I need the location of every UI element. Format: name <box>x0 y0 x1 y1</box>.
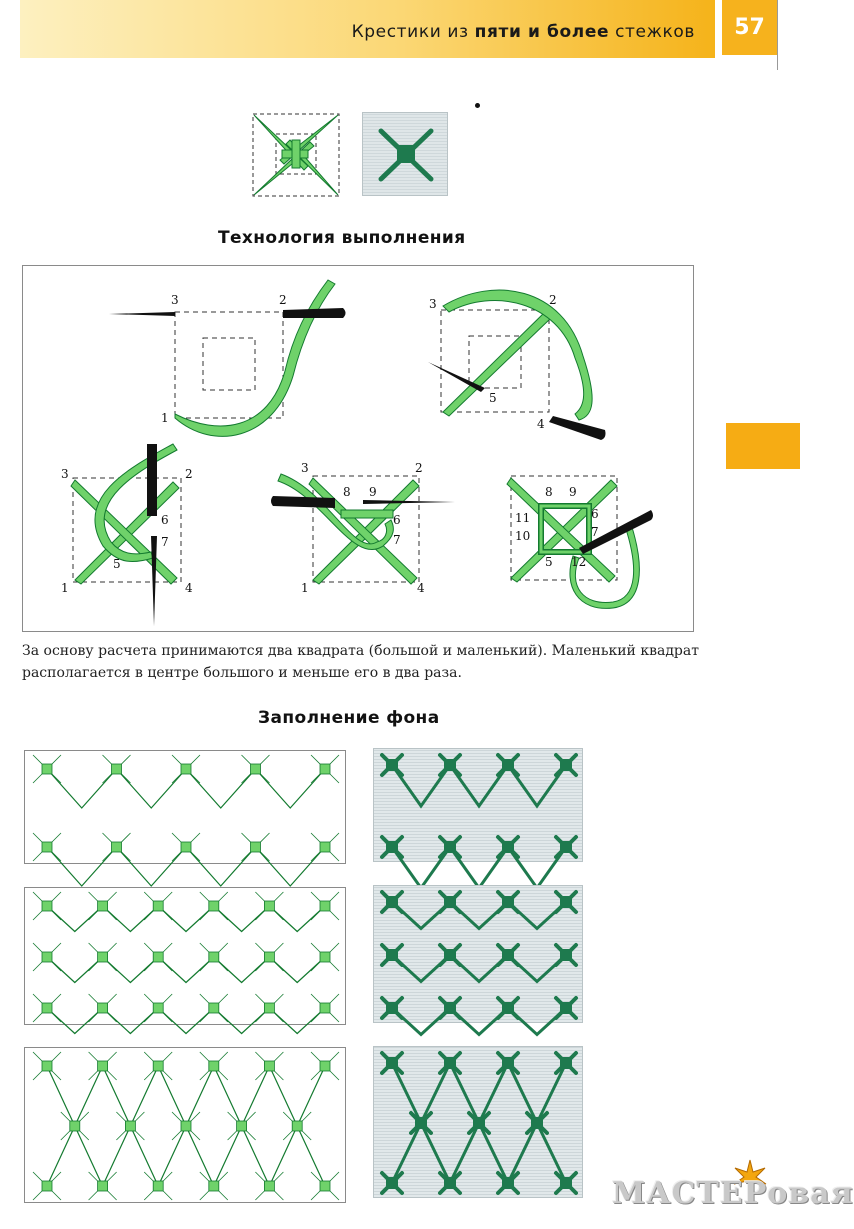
lattice-thread <box>117 769 187 808</box>
stitch-cross-icon <box>411 1113 431 1133</box>
step-2 <box>428 290 606 440</box>
lattice-thread <box>297 1066 325 1126</box>
lattice-thread <box>214 1066 242 1126</box>
fill-pattern-diagram-2 <box>24 887 346 1025</box>
stitch-cross-icon <box>61 1112 89 1140</box>
lattice-thread <box>158 1008 214 1034</box>
lattice-thread <box>47 1008 103 1034</box>
lattice-thread <box>158 906 214 932</box>
running-title <box>352 22 695 42</box>
lattice-thread <box>392 902 450 929</box>
pattern-diagram-1-svg <box>25 751 347 865</box>
label-4: 4 <box>185 581 193 595</box>
lattice-thread <box>392 1008 450 1035</box>
title-start: Крестики из <box>351 22 475 42</box>
label-6: 6 <box>393 513 401 527</box>
lattice-thread <box>242 1126 270 1186</box>
stitch-cross-icon <box>255 1052 283 1080</box>
stitch-cross-icon <box>255 994 283 1022</box>
lattice-thread <box>392 1063 421 1123</box>
stitch-cross-icon <box>311 1172 339 1200</box>
stitch-cross-icon <box>200 892 228 920</box>
pattern-photo-3-svg <box>374 1047 584 1199</box>
label-5: 5 <box>545 555 553 569</box>
stitch-cross-icon <box>469 1113 489 1133</box>
lattice-thread <box>269 1126 297 1186</box>
stitch-cross-icon <box>556 1053 576 1073</box>
stitch-cross-icon <box>103 833 131 861</box>
photo-cross-icon <box>363 113 449 197</box>
stitch-cross-icon <box>311 943 339 971</box>
fill-pattern-diagram-3 <box>24 1047 346 1203</box>
lattice-thread <box>508 1008 566 1035</box>
stitch-cross-icon <box>382 945 402 965</box>
stitch-cross-icon <box>144 1052 172 1080</box>
label-9: 9 <box>569 485 577 499</box>
lattice-thread <box>421 1063 450 1123</box>
lattice-thread <box>117 847 187 886</box>
lattice-thread <box>508 1123 537 1183</box>
stitch-cross-icon <box>200 1172 228 1200</box>
label-9: 9 <box>369 485 377 499</box>
stitch-cross-icon <box>33 1052 61 1080</box>
technique-caption: За основу расчета принимаются два квадрата (большой и маленький). Маленький квадрат располагается в центре большого и меньше его в два раза. <box>22 643 699 681</box>
lattice-thread <box>130 1066 158 1126</box>
fill-title: Заполнение фона <box>258 708 440 728</box>
stitch-cross-icon <box>116 1112 144 1140</box>
lattice-thread <box>186 1126 214 1186</box>
stitch-cross-icon <box>556 755 576 775</box>
stitch-cross-icon <box>440 1173 460 1193</box>
stitch-cross-icon <box>144 943 172 971</box>
lattice-thread <box>392 955 450 982</box>
label-2: 2 <box>185 467 193 481</box>
lattice-thread <box>214 906 270 932</box>
label-1: 1 <box>61 581 69 595</box>
lattice-thread <box>186 1066 214 1126</box>
lattice-thread <box>158 1126 186 1186</box>
lattice-thread <box>214 957 270 983</box>
stitch-cross-icon <box>33 833 61 861</box>
label-1: 1 <box>301 581 309 595</box>
label-5: 5 <box>113 557 121 571</box>
stitch-cross-icon <box>498 1173 518 1193</box>
lattice-thread <box>242 1066 270 1126</box>
title-end: стежков <box>609 22 695 42</box>
stitch-cross-icon <box>89 892 117 920</box>
stitch-cross-icon <box>382 998 402 1018</box>
stitch-cross-icon <box>283 1112 311 1140</box>
lattice-thread <box>75 1126 103 1186</box>
label-3: 3 <box>171 293 179 307</box>
stitch-cross-icon <box>89 994 117 1022</box>
lattice-thread <box>130 1126 158 1186</box>
stitch-cross-icon <box>382 755 402 775</box>
stitch-cross-icon <box>242 833 270 861</box>
lattice-thread <box>450 955 508 982</box>
lattice-thread <box>103 1066 131 1126</box>
stitch-cross-icon <box>498 837 518 857</box>
label-11: 11 <box>515 511 531 525</box>
lattice-thread <box>47 906 103 932</box>
stitch-cross-icon <box>556 837 576 857</box>
lattice-thread <box>450 1063 479 1123</box>
label-7: 7 <box>393 533 401 547</box>
lattice-thread <box>47 957 103 983</box>
label-4: 4 <box>417 581 425 595</box>
stitch-cross-icon <box>255 1172 283 1200</box>
fill-pattern-diagram-1 <box>24 750 346 864</box>
lattice-thread <box>421 1123 450 1183</box>
label-7: 7 <box>591 525 599 539</box>
stray-dot <box>475 103 480 108</box>
lattice-thread <box>186 847 256 886</box>
stitch-cross-icon <box>311 755 339 783</box>
stitch-cross-icon <box>382 837 402 857</box>
stitch-cross-icon <box>440 1053 460 1073</box>
technique-steps-diagram <box>23 266 695 633</box>
lattice-thread <box>269 957 325 983</box>
lattice-thread <box>103 1008 159 1034</box>
stitch-cross-icon <box>228 1112 256 1140</box>
technique-title: Технология выполнения <box>218 228 466 248</box>
stitch-cross-icon <box>200 1052 228 1080</box>
stitch-cross-icon <box>498 892 518 912</box>
pattern-photo-2-svg <box>374 886 584 1024</box>
watermark: МАСТЕРовая <box>612 1176 854 1211</box>
lattice-thread <box>256 847 326 886</box>
stitch-cross-icon <box>103 755 131 783</box>
stitch-cross-icon <box>556 998 576 1018</box>
pattern-diagram-3-svg <box>25 1048 347 1204</box>
lattice-thread <box>537 1123 566 1183</box>
fill-pattern-photo-1 <box>373 748 583 862</box>
lattice-thread <box>103 906 159 932</box>
stitch-cross-icon <box>242 755 270 783</box>
stitch-cross-icon <box>440 998 460 1018</box>
lattice-thread <box>158 1066 186 1126</box>
stitch-cross-icon <box>172 755 200 783</box>
lattice-thread <box>103 1126 131 1186</box>
lattice-thread <box>269 1066 297 1126</box>
stitch-cross-icon <box>382 892 402 912</box>
page-edge-line <box>777 0 778 70</box>
technique-panel <box>22 265 694 632</box>
label-1: 1 <box>161 411 169 425</box>
title-bold: пяти и более <box>474 22 610 42</box>
stitch-cross-icon <box>89 1172 117 1200</box>
stitch-photo-sample <box>362 112 448 196</box>
lattice-thread <box>269 1008 325 1034</box>
label-6: 6 <box>591 507 599 521</box>
lattice-thread <box>47 1066 75 1126</box>
lattice-thread <box>508 955 566 982</box>
stitch-cross-icon <box>200 994 228 1022</box>
header-band <box>20 0 715 58</box>
label-5: 5 <box>489 391 497 405</box>
stitch-cross-icon <box>498 998 518 1018</box>
label-2: 2 <box>549 293 557 307</box>
lattice-thread <box>508 1063 537 1123</box>
label-8: 8 <box>343 485 351 499</box>
step-1 <box>109 280 346 436</box>
stitch-cross-icon <box>33 892 61 920</box>
lattice-thread <box>508 902 566 929</box>
stitch-cross-icon <box>33 755 61 783</box>
lattice-thread <box>479 1123 508 1183</box>
lattice-thread <box>269 906 325 932</box>
label-10: 10 <box>515 529 531 543</box>
stitch-cross-icon <box>382 1053 402 1073</box>
stitch-cross-icon <box>311 892 339 920</box>
stitch-cross-icon <box>498 755 518 775</box>
page-number: 57 <box>722 0 777 55</box>
stitch-cross-icon <box>255 943 283 971</box>
lattice-thread <box>450 902 508 929</box>
label-12: 12 <box>571 555 587 569</box>
stitch-diagram-sample <box>250 112 342 198</box>
stitch-cross-icon <box>33 994 61 1022</box>
label-7: 7 <box>161 535 169 549</box>
step-4 <box>271 461 455 595</box>
side-tab-marker <box>726 423 800 469</box>
stitch-cross-icon <box>440 755 460 775</box>
lattice-thread <box>450 1008 508 1035</box>
lattice-thread <box>256 769 326 808</box>
stitch-cross-icon <box>172 833 200 861</box>
label-6: 6 <box>161 513 169 527</box>
stitch-cross-icon <box>172 1112 200 1140</box>
stitch-cross-icon <box>527 1113 547 1133</box>
label-3: 3 <box>429 297 437 311</box>
stitch-cross-icon <box>144 892 172 920</box>
stitch-cross-icon <box>33 943 61 971</box>
stitch-cross-icon <box>89 1052 117 1080</box>
lattice-thread <box>392 1123 421 1183</box>
step-5 <box>507 476 653 608</box>
pattern-diagram-2-svg <box>25 888 347 1026</box>
label-3: 3 <box>301 461 309 475</box>
lattice-thread <box>537 1063 566 1123</box>
stitch-cross-icon <box>498 945 518 965</box>
stitch-cross-icon <box>440 837 460 857</box>
lattice-thread <box>450 1123 479 1183</box>
lattice-thread <box>75 1066 103 1126</box>
lattice-thread <box>214 1126 242 1186</box>
label-3: 3 <box>61 467 69 481</box>
stitch-cross-icon <box>556 1173 576 1193</box>
stitch-cross-icon <box>89 943 117 971</box>
stitch-cross-icon <box>311 833 339 861</box>
fill-pattern-photo-3 <box>373 1046 583 1198</box>
stitch-cross-icon <box>144 1172 172 1200</box>
step-3 <box>61 444 193 626</box>
stitch-cross-icon <box>255 892 283 920</box>
stitch-cross-icon <box>440 945 460 965</box>
label-8: 8 <box>545 485 553 499</box>
stitch-cross-icon <box>556 945 576 965</box>
lattice-thread <box>103 957 159 983</box>
pattern-photo-1-svg <box>374 749 584 863</box>
stitch-cross-icon <box>311 994 339 1022</box>
stitch-cross-icon <box>440 892 460 912</box>
lattice-thread <box>297 1126 325 1186</box>
lattice-thread <box>479 1063 508 1123</box>
lattice-thread <box>214 1008 270 1034</box>
lattice-thread <box>158 957 214 983</box>
stitch-cross-icon <box>200 943 228 971</box>
lattice-thread <box>47 769 117 808</box>
stitch-cross-icon <box>382 1173 402 1193</box>
stitch-cross-icon <box>33 1172 61 1200</box>
lattice-thread <box>186 769 256 808</box>
lattice-thread <box>47 1126 75 1186</box>
fill-pattern-photo-2 <box>373 885 583 1023</box>
label-4: 4 <box>537 417 545 431</box>
lattice-thread <box>47 847 117 886</box>
label-2: 2 <box>415 461 423 475</box>
stitch-cross-icon <box>556 892 576 912</box>
label-2: 2 <box>279 293 287 307</box>
stitch-cross-icon <box>498 1053 518 1073</box>
stitch-cross-icon <box>311 1052 339 1080</box>
stitch-cross-icon <box>144 994 172 1022</box>
